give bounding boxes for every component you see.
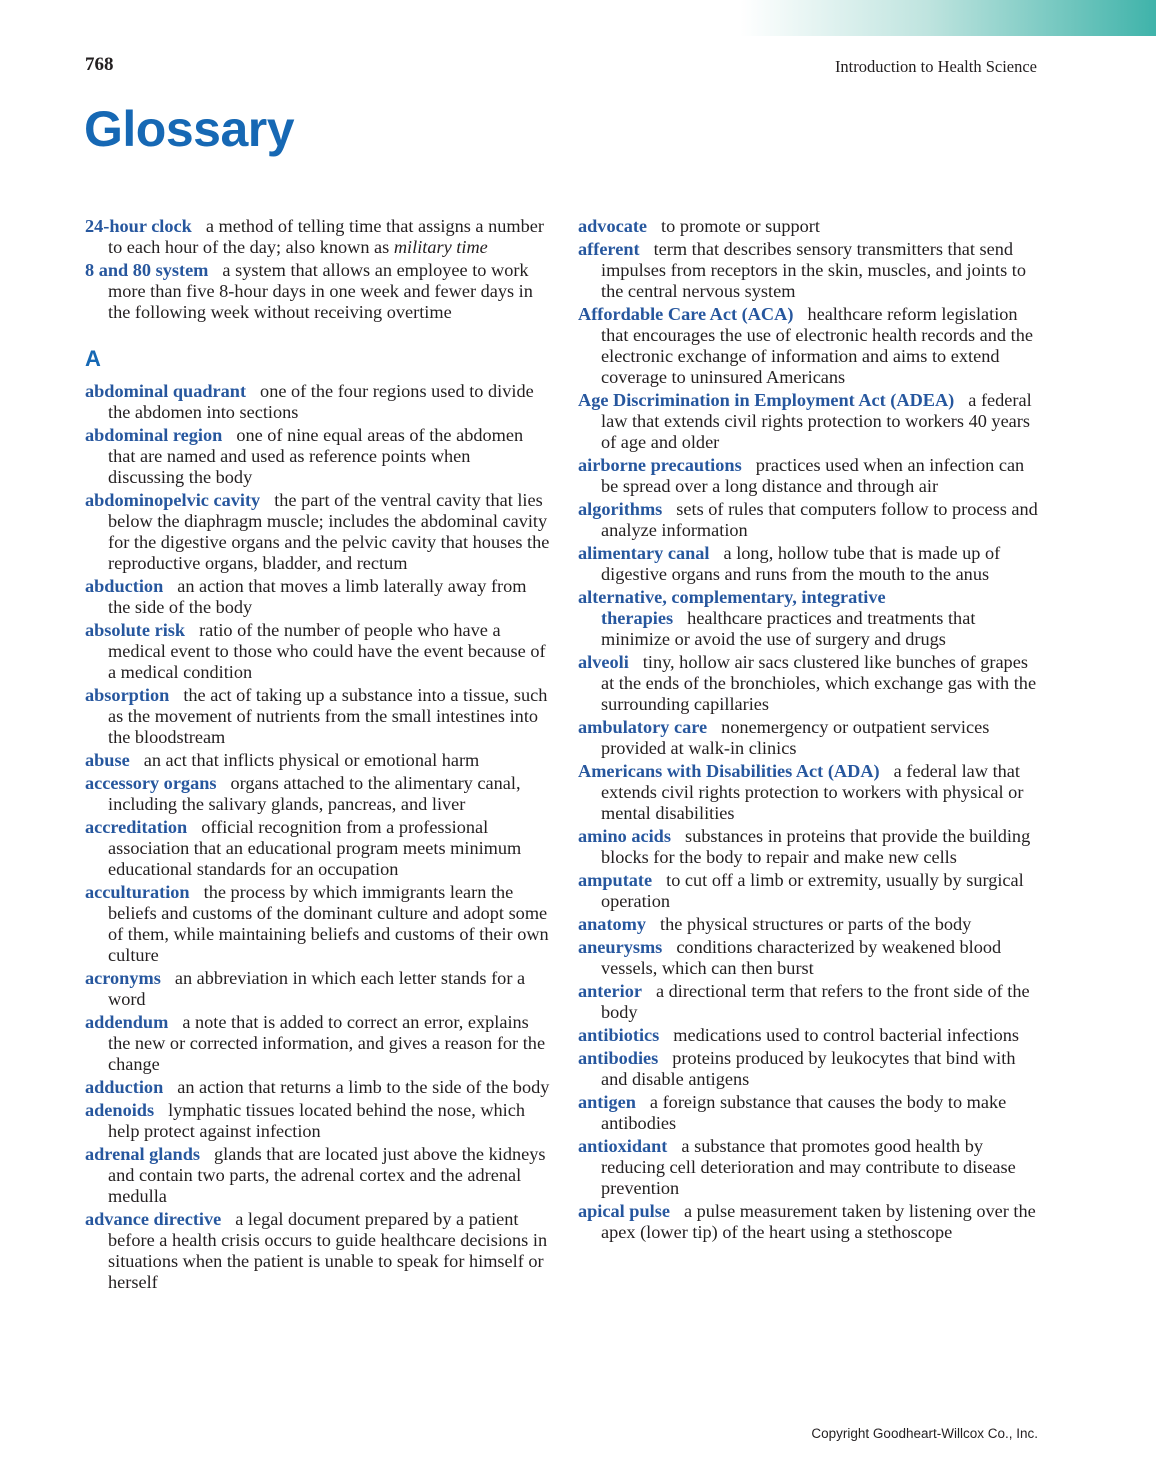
- glossary-term: addendum: [85, 1012, 169, 1032]
- header-gradient-bar: [740, 0, 1156, 36]
- glossary-term: abuse: [85, 750, 130, 770]
- glossary-entry: [85, 576, 550, 618]
- glossary-term: abdominopelvic cavity: [85, 490, 261, 510]
- glossary-term: alimentary canal: [578, 543, 710, 563]
- glossary-entry: [578, 390, 1043, 453]
- glossary-entry: [578, 1136, 1043, 1199]
- glossary-definition: an act that inflicts physical or emotional harm: [143, 750, 480, 770]
- glossary-definition: ratio of the number of people who have a medical event to those who could have the event because of a medical condition: [108, 620, 546, 682]
- glossary-definition-italic: military time: [393, 237, 488, 257]
- glossary-definition: a long, hollow tube that is made up of digestive organs and runs from the mouth to the anus: [601, 543, 1001, 584]
- glossary-entry: [85, 968, 550, 1010]
- glossary-term: aneurysms: [578, 937, 663, 957]
- glossary-definition: one of nine equal areas of the abdomen that are named and used as reference points when discussing the body: [108, 425, 524, 487]
- glossary-entry: [578, 937, 1043, 979]
- glossary-definition: a foreign substance that causes the body to make antibodies: [601, 1092, 1007, 1133]
- glossary-definition: lymphatic tissues located behind the nose, which help protect against infection: [108, 1100, 526, 1141]
- glossary-entry: [85, 1209, 550, 1293]
- glossary-entry: [578, 652, 1043, 715]
- glossary-term: amino acids: [578, 826, 671, 846]
- glossary-definition: to promote or support: [661, 216, 820, 236]
- page-number: 768: [85, 54, 114, 75]
- glossary-definition: healthcare practices and treatments that minimize or avoid the use of surgery and drugs: [601, 608, 976, 649]
- running-title: Introduction to Health Science: [834, 57, 1037, 76]
- glossary-term: absolute risk: [85, 620, 186, 640]
- glossary-term: apical pulse: [578, 1201, 670, 1221]
- glossary-term: accessory organs: [85, 773, 217, 793]
- glossary-term: 8 and 80 system: [85, 260, 209, 280]
- glossary-term: abduction: [85, 576, 164, 596]
- glossary-definition: nonemergency or outpatient services provided at walk-in clinics: [601, 717, 990, 758]
- glossary-entry: [578, 981, 1043, 1023]
- glossary-term: adduction: [85, 1077, 164, 1097]
- glossary-term: Americans with Disabilities Act (ADA): [578, 761, 880, 781]
- glossary-entry: [85, 1100, 550, 1142]
- glossary-entries-right: [578, 216, 1043, 1243]
- glossary-entry: [578, 239, 1043, 302]
- glossary-entry: [578, 499, 1043, 541]
- glossary-entry: [85, 817, 550, 880]
- glossary-definition: substances in proteins that provide the building blocks for the body to repair and make new cells: [601, 826, 1031, 867]
- glossary-column-right: [578, 216, 1043, 1245]
- glossary-term: anterior: [578, 981, 642, 1001]
- glossary-term: alternative, complementary, integrative therapies: [578, 587, 886, 628]
- glossary-term: advocate: [578, 216, 648, 236]
- glossary-term: acculturation: [85, 882, 190, 902]
- page-title: Glossary: [84, 101, 295, 157]
- glossary-term: Age Discrimination in Employment Act (ADEA): [578, 390, 955, 410]
- glossary-term: anatomy: [578, 914, 647, 934]
- glossary-term: advance directive: [85, 1209, 222, 1229]
- glossary-definition: sets of rules that computers follow to process and analyze information: [601, 499, 1038, 540]
- glossary-entries-left: [85, 381, 550, 1293]
- glossary-definition: a directional term that refers to the front side of the body: [601, 981, 1030, 1022]
- glossary-definition: the physical structures or parts of the body: [660, 914, 972, 934]
- glossary-entry: [578, 455, 1043, 497]
- glossary-definition: the part of the ventral cavity that lies below the diaphragm muscle; includes the abdominal cavity for the digestive organs and the pelvic cavity that houses the reproductive organs, bladder, and rectum: [108, 490, 550, 573]
- glossary-definition: medications used to control bacterial infections: [673, 1025, 1019, 1045]
- glossary-term: 24-hour clock: [85, 216, 192, 236]
- glossary-definition: proteins produced by leukocytes that bind with and disable antigens: [601, 1048, 1016, 1089]
- glossary-term: antigen: [578, 1092, 636, 1112]
- glossary-definition: to cut off a limb or extremity, usually by surgical operation: [601, 870, 1024, 911]
- glossary-term: Affordable Care Act (ACA): [578, 304, 794, 324]
- glossary-term: amputate: [578, 870, 653, 890]
- glossary-entry: [85, 685, 550, 748]
- glossary-term: adrenal glands: [85, 1144, 200, 1164]
- glossary-entry: [578, 761, 1043, 824]
- glossary-entry: [578, 543, 1043, 585]
- glossary-definition: the process by which immigrants learn the beliefs and customs of the dominant culture and adopt some of them, while maintaining beliefs and customs of their own culture: [108, 882, 549, 965]
- copyright-notice: Copyright Goodheart-Willcox Co., Inc.: [811, 1426, 1038, 1441]
- glossary-definition: one of the four regions used to divide the abdomen into sections: [108, 381, 534, 422]
- glossary-definition: the act of taking up a substance into a tissue, such as the movement of nutrients from the small intestines into the bloodstream: [108, 685, 548, 747]
- glossary-term: adenoids: [85, 1100, 155, 1120]
- glossary-term: ambulatory care: [578, 717, 708, 737]
- glossary-term: airborne precautions: [578, 455, 742, 475]
- glossary-definition: a legal document prepared by a patient before a health crisis occurs to guide healthcare decisions in situations when the patient is unable to speak for himself or herself: [108, 1209, 548, 1292]
- glossary-term: abdominal quadrant: [85, 381, 247, 401]
- glossary-entry: [85, 1144, 550, 1207]
- glossary-entry: [578, 587, 1043, 650]
- glossary-definition: a note that is added to correct an error, explains the new or corrected information, and gives a reason for the change: [108, 1012, 546, 1074]
- glossary-term: abdominal region: [85, 425, 223, 445]
- glossary-entry: [578, 1092, 1043, 1134]
- glossary-definition: glands that are located just above the kidneys and contain two parts, the adrenal cortex and the adrenal medulla: [108, 1144, 546, 1206]
- glossary-definition: term that describes sensory transmitters that send impulses from receptors in the skin, muscles, and joints to the central nervous system: [601, 239, 1026, 301]
- glossary-definition: a federal law that extends civil rights protection to workers 40 years of age and older: [601, 390, 1032, 452]
- glossary-term: antibodies: [578, 1048, 659, 1068]
- glossary-term: algorithms: [578, 499, 663, 519]
- glossary-definition: an action that moves a limb laterally away from the side of the body: [108, 576, 527, 617]
- glossary-entry: [85, 216, 550, 258]
- glossary-entry: [85, 490, 550, 574]
- glossary-term: antibiotics: [578, 1025, 660, 1045]
- glossary-definition: conditions characterized by weakened blood vessels, which can then burst: [601, 937, 1002, 978]
- glossary-entry: [85, 425, 550, 488]
- glossary-entry: [85, 750, 550, 771]
- glossary-entry: [85, 381, 550, 423]
- glossary-entry: [578, 717, 1043, 759]
- glossary-definition: a method of telling time that assigns a number to each hour of the day; also known as: [108, 216, 544, 257]
- glossary-definition: practices used when an infection can be spread over a long distance and through air: [601, 455, 1025, 496]
- glossary-entry: [85, 620, 550, 683]
- glossary-column-left: [85, 216, 550, 1295]
- glossary-term: afferent: [578, 239, 640, 259]
- glossary-entry: [85, 260, 550, 323]
- glossary-definition: healthcare reform legislation that encourages the use of electronic health records and the electronic exchange of information and aims to extend coverage to uninsured Americans: [601, 304, 1033, 387]
- glossary-definition: tiny, hollow air sacs clustered like bunches of grapes at the ends of the bronchioles, which exchange gas with the surrounding capillaries: [601, 652, 1037, 714]
- glossary-term: acronyms: [85, 968, 161, 988]
- glossary-entry: [578, 914, 1043, 935]
- section-letter-heading: A: [85, 346, 101, 371]
- glossary-entry: [85, 1077, 550, 1098]
- glossary-definition: a pulse measurement taken by listening over the apex (lower tip) of the heart using a stethoscope: [601, 1201, 1036, 1242]
- glossary-entry: [578, 1201, 1043, 1243]
- glossary-definition: official recognition from a professional association that an educational program meets minimum educational standards for an occupation: [108, 817, 522, 879]
- glossary-entry: [85, 882, 550, 966]
- glossary-entry: [578, 826, 1043, 868]
- glossary-entry: [578, 1025, 1043, 1046]
- glossary-definition: a federal law that extends civil rights protection to workers with physical or mental disabilities: [601, 761, 1024, 823]
- glossary-definition: an abbreviation in which each letter stands for a word: [108, 968, 526, 1009]
- glossary-term: absorption: [85, 685, 170, 705]
- glossary-term: antioxidant: [578, 1136, 668, 1156]
- glossary-definition: a system that allows an employee to work more than five 8-hour days in one week and fewer days in the following week without receiving overtime: [108, 260, 533, 322]
- glossary-entry: [85, 1012, 550, 1075]
- glossary-term: alveoli: [578, 652, 629, 672]
- glossary-entry: [578, 304, 1043, 388]
- glossary-definition: organs attached to the alimentary canal, including the salivary glands, pancreas, and liver: [108, 773, 521, 814]
- glossary-entry: [578, 216, 1043, 237]
- glossary-term: accreditation: [85, 817, 188, 837]
- glossary-entry: [578, 1048, 1043, 1090]
- glossary-definition: an action that returns a limb to the side of the body: [177, 1077, 550, 1097]
- glossary-definition: a substance that promotes good health by reducing cell deterioration and may contribute to disease prevention: [601, 1136, 1016, 1198]
- glossary-entry: [578, 870, 1043, 912]
- glossary-entry: [85, 773, 550, 815]
